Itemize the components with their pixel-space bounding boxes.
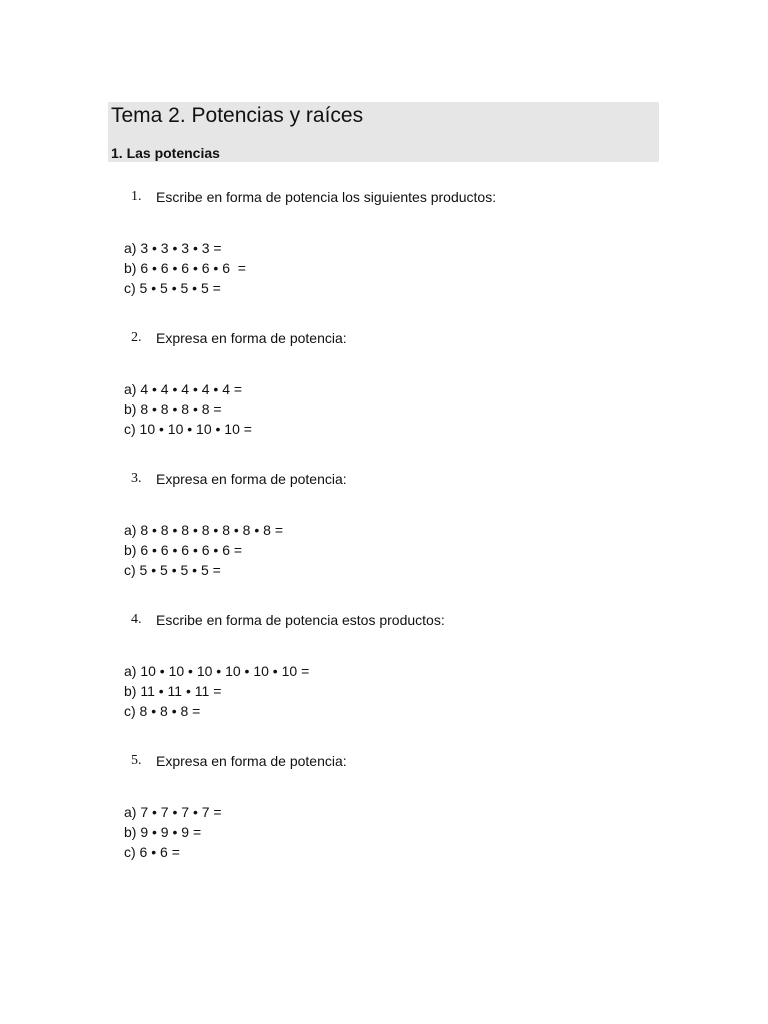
section-heading: 1. Las potencias: [111, 145, 220, 161]
exercise-prompt: Expresa en forma de potencia:: [156, 330, 347, 346]
exercise-number: 1.: [131, 189, 142, 204]
exercise-item-c: c) 6 • 6 =: [124, 844, 180, 860]
exercise-item-c: c) 5 • 5 • 5 • 5 =: [124, 562, 221, 578]
exercise-number: 3.: [131, 471, 142, 486]
exercise-item-a: a) 8 • 8 • 8 • 8 • 8 • 8 • 8 =: [124, 522, 283, 538]
exercise-4: [0, 611, 768, 741]
exercise-prompt: Escribe en forma de potencia estos productos:: [156, 612, 445, 628]
exercise-items: [124, 238, 246, 298]
exercise-prompt: Expresa en forma de potencia:: [156, 471, 347, 487]
exercise-item-b: b) 6 • 6 • 6 • 6 • 6 =: [124, 542, 243, 558]
exercise-item-a: a) 10 • 10 • 10 • 10 • 10 • 10 =: [124, 663, 310, 679]
exercise-number: 2.: [131, 330, 142, 345]
exercise-item-a: a) 7 • 7 • 7 • 7 =: [124, 804, 222, 820]
exercise-item-b: b) 8 • 8 • 8 • 8 =: [124, 401, 222, 417]
exercise-prompt: Expresa en forma de potencia:: [156, 753, 347, 769]
title-band: [108, 102, 659, 162]
exercise-prompt: Escribe en forma de potencia los siguientes productos:: [156, 189, 497, 205]
exercise-2: [0, 329, 768, 459]
exercise-item-b: b) 6 • 6 • 6 • 6 • 6 =: [124, 260, 246, 276]
exercise-item-a: a) 4 • 4 • 4 • 4 • 4 =: [124, 381, 243, 397]
exercise-item-c: c) 8 • 8 • 8 =: [124, 703, 201, 719]
exercise-1: [0, 188, 768, 318]
page-title: Tema 2. Potencias y raíces: [111, 104, 364, 127]
exercise-number: 5.: [131, 753, 142, 768]
exercise-3: [0, 470, 768, 600]
exercise-item-b: b) 9 • 9 • 9 =: [124, 824, 202, 840]
exercise-5: [0, 752, 768, 882]
exercise-items: [124, 520, 283, 580]
exercise-item-c: c) 10 • 10 • 10 • 10 =: [124, 421, 252, 437]
exercise-items: [124, 802, 222, 862]
exercise-number: 4.: [131, 612, 142, 627]
exercise-item-a: a) 3 • 3 • 3 • 3 =: [124, 240, 222, 256]
exercise-item-b: b) 11 • 11 • 11 =: [124, 683, 222, 699]
exercise-item-c: c) 5 • 5 • 5 • 5 =: [124, 280, 221, 296]
exercise-items: [124, 661, 309, 721]
exercise-items: [124, 379, 252, 439]
